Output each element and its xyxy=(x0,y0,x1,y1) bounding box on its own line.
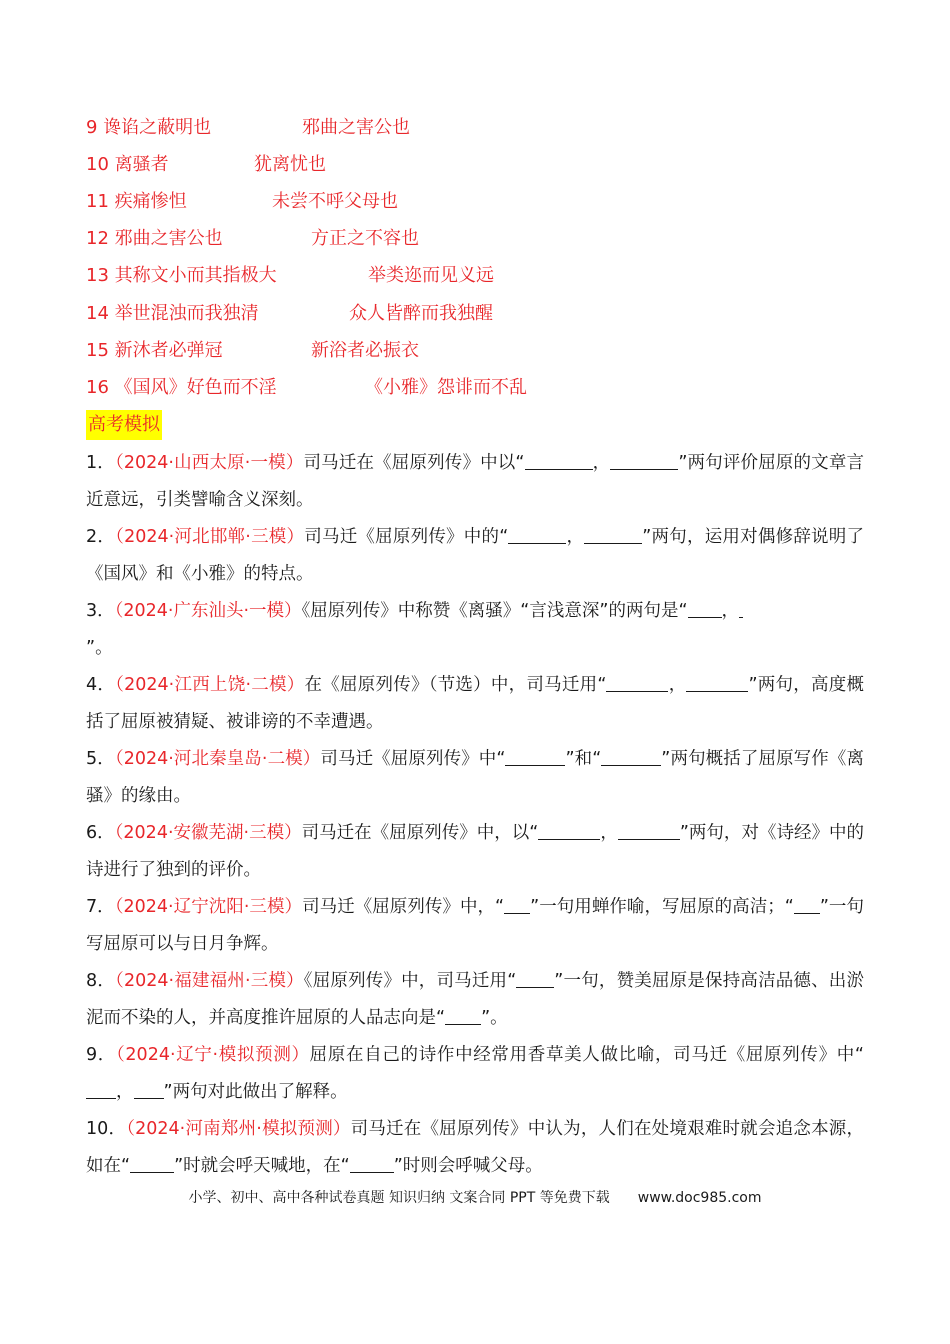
answer-blank[interactable] xyxy=(504,897,530,914)
question-item xyxy=(86,667,864,741)
question-text: ”一句用蝉作喻，写屈原的高洁；“ xyxy=(530,897,794,917)
question-text: 司马迁在《屈原列传》中，以“ xyxy=(301,823,539,843)
footer-text: 小学、初中、高中各种试卷真题 知识归纳 文案合同 PPT 等免费下载 xyxy=(188,1190,610,1206)
question-text: ”两句，对《诗经》中的诗进行了独到的评价。 xyxy=(86,823,864,880)
question-source: （2024·辽宁沈阳·三模） xyxy=(114,897,303,917)
question-source: （2024·河北秦皇岛·二模） xyxy=(114,749,321,769)
question-source: （2024·广东汕头·一模） xyxy=(114,601,302,621)
answer-line xyxy=(86,369,527,406)
question-source: （2024·河北邯郸·三模） xyxy=(115,527,305,547)
answer-blank[interactable] xyxy=(538,823,600,840)
question-text: ”时就会呼天喊地，在“ xyxy=(174,1156,350,1176)
question-item xyxy=(86,815,864,889)
answer-blank[interactable] xyxy=(505,749,565,766)
question-source: （2024·安徽芜湖·三模） xyxy=(114,823,302,843)
answer-second-sentence: 犹离忧也 xyxy=(254,154,326,175)
question-number: 9． xyxy=(86,1045,116,1065)
question-text: ， xyxy=(592,453,611,473)
answer-line xyxy=(86,257,494,294)
answer-line xyxy=(86,295,493,332)
answer-blank[interactable] xyxy=(739,601,743,618)
question-item xyxy=(86,1111,864,1185)
question-text: ”一句写屈原可以与日月争辉。 xyxy=(86,897,864,954)
answer-second-sentence: 举类迩而见义远 xyxy=(368,265,494,286)
question-text: ”和“ xyxy=(565,749,602,769)
answer-first-sentence: 其称文小而其指极大 xyxy=(114,265,277,286)
answer-number: 9 xyxy=(86,117,98,138)
answer-first-sentence: 疾痛惨怛 xyxy=(114,191,187,212)
question-source: （2024·河南郑州·模拟预测） xyxy=(126,1119,351,1139)
answer-number: 10 xyxy=(86,154,109,175)
question-text: 司马迁《屈原列传》中的“ xyxy=(304,527,509,547)
question-text: 在《屈原列传》（节选）中，司马迁用“ xyxy=(304,675,607,695)
answer-line xyxy=(86,332,419,369)
answer-number: 13 xyxy=(86,265,109,286)
answer-number: 15 xyxy=(86,340,109,361)
question-text: ， xyxy=(668,675,687,695)
answer-blank[interactable] xyxy=(508,527,566,544)
answer-first-sentence: 离骚者 xyxy=(114,154,169,175)
question-number: 7． xyxy=(86,897,115,917)
answer-blank[interactable] xyxy=(584,527,642,544)
footer-link[interactable]: www.doc985.com xyxy=(637,1190,762,1206)
question-source: （2024·福建福州·三模） xyxy=(115,971,304,991)
question-item xyxy=(86,593,864,667)
answer-number: 16 xyxy=(86,377,109,398)
question-number: 1． xyxy=(86,453,115,473)
answer-blank[interactable] xyxy=(525,453,593,470)
question-number: 6． xyxy=(86,823,115,843)
question-number: 3． xyxy=(86,601,115,621)
answer-first-sentence: 邪曲之害公也 xyxy=(114,228,223,249)
question-text: ”。 xyxy=(481,1008,508,1028)
question-text: 司马迁《屈原列传》中“ xyxy=(320,749,506,769)
question-text: ”一句，赞美屈原是保持高洁品德、出淤泥而不染的人，并高度推许屈原的人品志向是“ xyxy=(86,971,864,1028)
question-item xyxy=(86,445,864,519)
answer-blank[interactable] xyxy=(134,1082,164,1099)
answer-second-sentence: 方正之不容也 xyxy=(311,228,419,249)
answer-second-sentence: 《小雅》怨诽而不乱 xyxy=(365,377,527,398)
question-item xyxy=(86,1037,864,1111)
question-item xyxy=(86,741,864,815)
question-text: 《屈原列传》中称赞《离骚》“言浅意深”的两句是“ xyxy=(301,601,688,621)
section-title: 高考模拟 xyxy=(86,410,162,440)
question-text: 屈原在自己的诗作中经常用香草美人做比喻，司马迁《屈原列传》中“ xyxy=(309,1045,864,1065)
answer-blank[interactable] xyxy=(688,601,722,618)
answer-blank[interactable] xyxy=(610,453,678,470)
question-text: ”两句，运用对偶修辞说明了《国风》和《小雅》的特点。 xyxy=(86,527,864,584)
answer-first-sentence: 《国风》好色而不淫 xyxy=(114,377,277,398)
question-text: ”时则会呼喊父母。 xyxy=(393,1156,543,1176)
answer-blank[interactable] xyxy=(606,675,668,692)
answer-first-sentence: 举世混浊而我独清 xyxy=(114,303,259,324)
answer-blank[interactable] xyxy=(445,1008,481,1025)
question-number: 8． xyxy=(86,971,116,991)
question-item xyxy=(86,519,864,593)
question-text: ”两句对此做出了解释。 xyxy=(163,1082,348,1102)
answer-blank[interactable] xyxy=(350,1156,394,1173)
question-text: ”两句，高度概括了屈原被猜疑、被诽谤的不幸遭遇。 xyxy=(86,675,864,732)
answer-second-sentence: 邪曲之害公也 xyxy=(302,117,410,138)
question-number: 4． xyxy=(86,675,116,695)
question-item xyxy=(86,963,864,1037)
question-number: 2． xyxy=(86,527,116,547)
answer-line xyxy=(86,183,398,220)
question-number: 5． xyxy=(86,749,115,769)
answer-line xyxy=(86,220,419,257)
question-text: 《屈原列传》中，司马迁用“ xyxy=(303,971,517,991)
question-item xyxy=(86,889,864,963)
answer-line xyxy=(86,146,326,183)
answer-blank[interactable] xyxy=(686,675,748,692)
answer-first-sentence: 谗谄之蔽明也 xyxy=(103,117,212,138)
question-text: 司马迁《屈原列传》中，“ xyxy=(302,897,505,917)
answer-line xyxy=(86,109,410,146)
page-footer xyxy=(0,1187,950,1207)
answer-number: 12 xyxy=(86,228,109,249)
question-number: 10． xyxy=(86,1119,127,1139)
answer-blank[interactable] xyxy=(130,1156,174,1173)
answer-blank[interactable] xyxy=(516,971,554,988)
answer-second-sentence: 新浴者必振衣 xyxy=(311,340,419,361)
answer-first-sentence: 新沐者必弹冠 xyxy=(114,340,223,361)
question-text: 司马迁在《屈原列传》中以“ xyxy=(303,453,525,473)
answer-blank[interactable] xyxy=(601,749,661,766)
answer-number: 14 xyxy=(86,303,109,324)
answer-number: 11 xyxy=(86,191,109,212)
question-text: 司马迁在《屈原列传》中认为，人们在处境艰难时就会追念本源，如在“ xyxy=(86,1119,864,1176)
question-text: ， xyxy=(116,1082,134,1102)
question-text: ”两句概括了屈原写作《离骚》的缘由。 xyxy=(86,749,864,806)
answer-blank[interactable] xyxy=(794,897,820,914)
answer-blank[interactable] xyxy=(86,1082,116,1099)
question-source: （2024·江西上饶·二模） xyxy=(115,675,305,695)
question-source: （2024·山西太原·一模） xyxy=(114,453,304,473)
question-text: ”两句评价屈原的文章言近意远，引类譬喻含义深刻。 xyxy=(86,453,864,510)
question-text: ， xyxy=(600,823,618,843)
question-text: ”。 xyxy=(86,638,113,658)
question-text: ， xyxy=(721,601,740,621)
answer-second-sentence: 未尝不呼父母也 xyxy=(272,191,398,212)
question-text: ， xyxy=(566,527,585,547)
question-source: （2024·辽宁·模拟预测） xyxy=(116,1045,310,1065)
answer-blank[interactable] xyxy=(618,823,680,840)
answer-second-sentence: 众人皆醉而我独醒 xyxy=(349,303,493,324)
